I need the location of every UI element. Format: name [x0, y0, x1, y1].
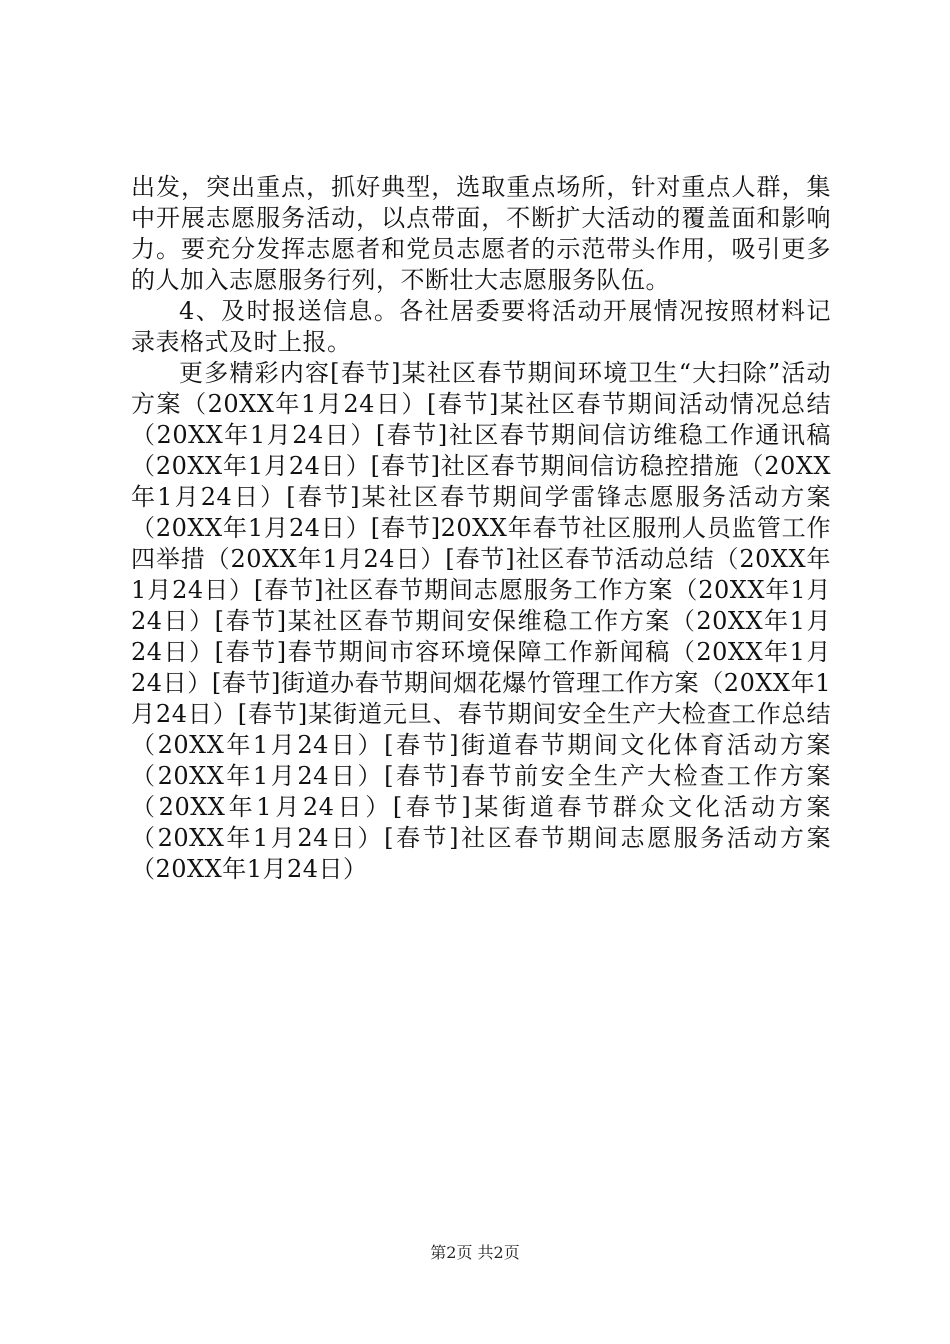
paragraph-more-content: 更多精彩内容[春节]某社区春节期间环境卫生“大扫除”活动方案（20XX年1月24日）[春节]某社区春节期间活动情况总结（20XX年1月24日）[春节]社区春节期间信访维稳工作通讯稿（20XX年1月24日）[春节]社区春节期间信访稳控措施（20XX年1月24日）[春节]某社区春节期间学雷锋志愿服务活动方案（20XX年1月24日）[春节]20XX年春节社区服刑人员监管工作四举措（20XX年1月24日）[春节]社区春节活动总结（20XX年1月24日）[春节]社区春节期间志愿服务工作方案（20XX年1月24日）[春节]某社区春节期间安保维稳工作方案（20XX年1月24日）[春节]春节期间市容环境保障工作新闻稿（20XX年1月24日）[春节]街道办春节期间烟花爆竹管理工作方案（20XX年1月24日）[春节]某街道元旦、春节期间安全生产大检查工作总结（20XX年1月24日）[春节]街道春节期间文化体育活动方案（20XX年1月24日）[春节]春节前安全生产大检查工作方案（20XX年1月24日）[春节]某街道春节群众文化活动方案（20XX年1月24日）[春节]社区春节期间志愿服务活动方案（20XX年1月24日）: [131, 359, 831, 883]
paragraph-continuation: 出发，突出重点，抓好典型，选取重点场所，针对重点人群，集中开展志愿服务活动，以点带面，不断扩大活动的覆盖面和影响力。要充分发挥志愿者和党员志愿者的示范带头作用，吸引更多的人加入志愿服务行列，不断壮大志愿服务队伍。: [131, 173, 831, 294]
document-body: [131, 172, 831, 885]
page-footer: 第2页 共2页: [430, 1243, 520, 1262]
paragraph-report-info: 4、及时报送信息。各社居委要将活动开展情况按照材料记录表格式及时上报。: [131, 297, 831, 356]
